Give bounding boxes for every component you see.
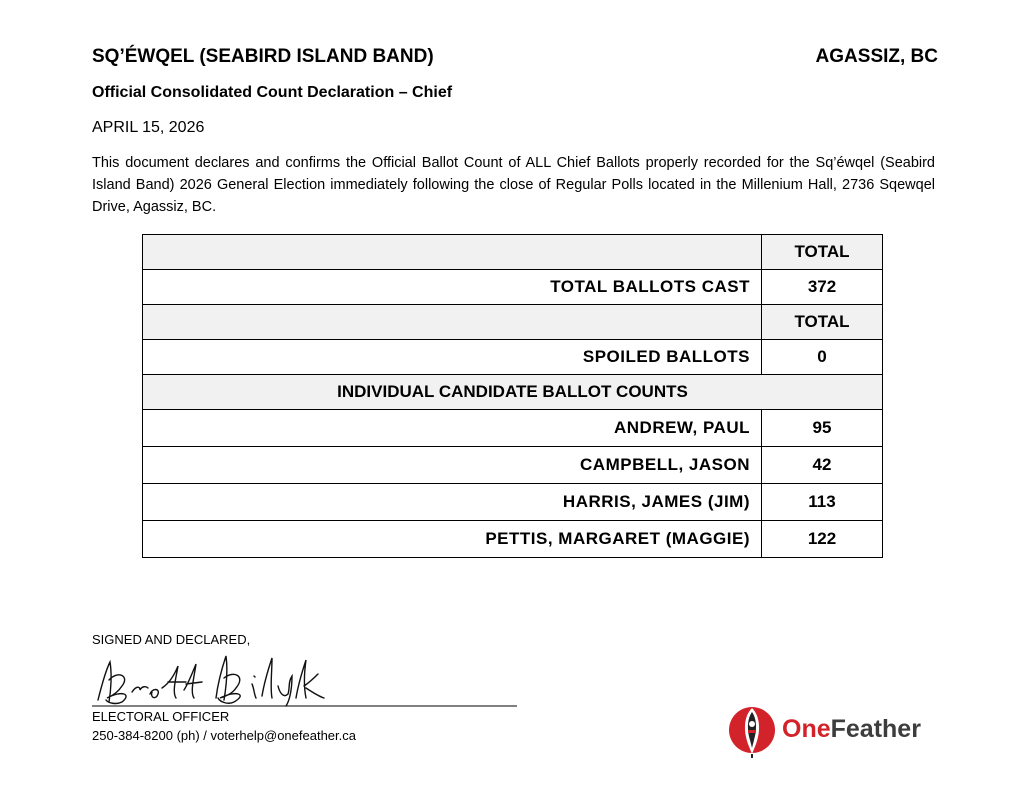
document-subtitle: Official Consolidated Count Declaration – Chief	[92, 84, 453, 101]
candidate-count: 95	[762, 410, 883, 447]
ballots-cast-label: TOTAL BALLOTS CAST	[143, 270, 762, 305]
logo-wordmark	[782, 715, 921, 744]
onefeather-logo	[728, 700, 948, 760]
candidate-count: 113	[762, 484, 883, 521]
results-table	[142, 234, 883, 558]
location: AGASSIZ, BC	[815, 46, 938, 67]
empty-header-cell	[143, 235, 762, 270]
spoiled-ballots-label: SPOILED BALLOTS	[143, 340, 762, 375]
candidate-row	[143, 521, 883, 558]
contact-info: 250-384-8200 (ph) / voterhelp@onefeather.ca	[92, 728, 356, 743]
table-header-row	[143, 305, 883, 340]
spoiled-ballots-value: 0	[762, 340, 883, 375]
total-header: TOTAL	[762, 305, 883, 340]
candidate-name: ANDREW, PAUL	[143, 410, 762, 447]
candidate-name: CAMPBELL, JASON	[143, 447, 762, 484]
candidate-name: HARRIS, JAMES (JIM)	[143, 484, 762, 521]
candidate-name: PETTIS, MARGARET (MAGGIE)	[143, 521, 762, 558]
ballots-cast-row	[143, 270, 883, 305]
candidates-heading-row	[143, 375, 883, 410]
candidate-row	[143, 484, 883, 521]
declaration-date: APRIL 15, 2026	[92, 119, 205, 136]
candidate-row	[143, 447, 883, 484]
empty-header-cell	[143, 305, 762, 340]
logo-text-feather: Feather	[830, 715, 921, 743]
candidate-count: 42	[762, 447, 883, 484]
band-name: SQ’ÉWQEL (SEABIRD ISLAND BAND)	[92, 46, 434, 67]
logo-text-one: One	[782, 715, 831, 743]
candidate-row	[143, 410, 883, 447]
ballots-cast-value: 372	[762, 270, 883, 305]
total-header: TOTAL	[762, 235, 883, 270]
handwritten-signature	[92, 648, 522, 708]
spoiled-ballots-row	[143, 340, 883, 375]
feather-emblem-icon	[728, 700, 778, 760]
table-header-row	[143, 235, 883, 270]
candidates-heading: INDIVIDUAL CANDIDATE BALLOT COUNTS	[143, 375, 883, 410]
declaration-paragraph: This document declares and confirms the Official Ballot Count of ALL Chief Ballots properly recorded for the Sq’éwqel (Seabird Island Band) 2026 General Election immediately following the close of Regular Polls located in the Millenium Hall, 2736 Sqewqel Drive, Agassiz, BC.	[92, 155, 935, 215]
officer-title: ELECTORAL OFFICER	[92, 709, 230, 724]
signed-label: SIGNED AND DECLARED,	[92, 632, 251, 647]
candidate-count: 122	[762, 521, 883, 558]
